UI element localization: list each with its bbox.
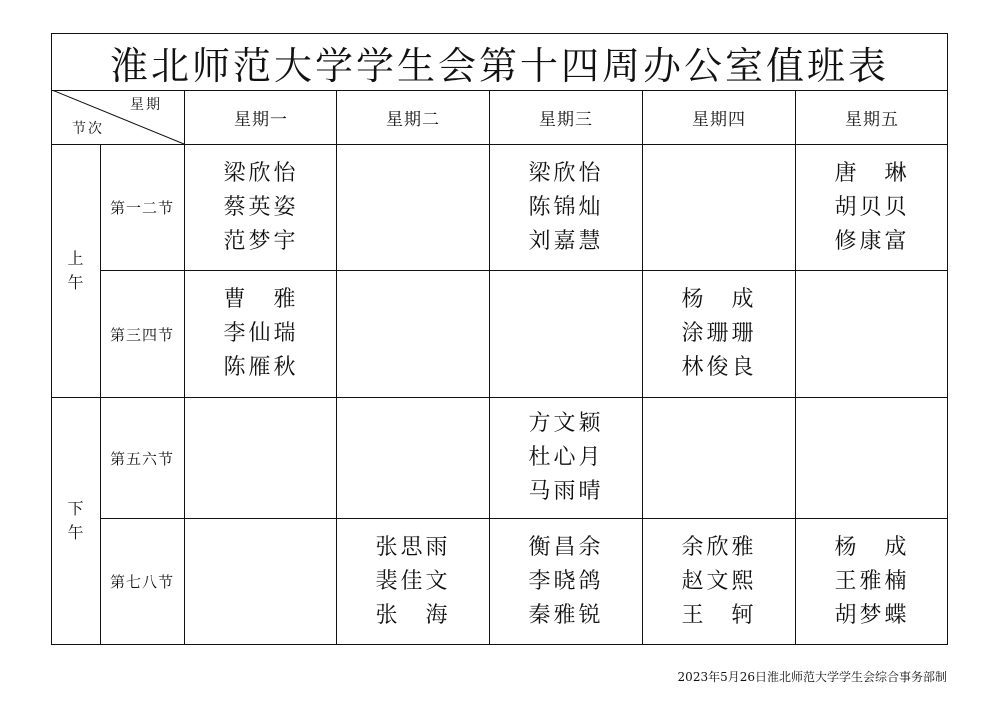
staff-name: 涂珊珊 <box>681 321 757 346</box>
day-header: 星期三 <box>539 110 593 130</box>
day-header: 星期四 <box>692 110 746 130</box>
staff-name: 马雨晴 <box>528 479 604 504</box>
schedule-cell <box>337 519 489 644</box>
schedule-cell <box>643 519 795 644</box>
staff-name: 蔡英姿 <box>223 194 299 220</box>
schedule-cell <box>490 398 642 518</box>
schedule-cell <box>796 519 948 644</box>
staff-name: 林俊良 <box>681 355 757 380</box>
schedule-cell <box>185 519 337 644</box>
schedule-cell <box>643 271 795 397</box>
corner-day-label: 星期 <box>130 97 162 113</box>
schedule-cell <box>796 145 948 270</box>
day-header: 星期一 <box>234 110 288 130</box>
staff-name: 张 海 <box>375 602 451 628</box>
staff-name: 秦雅锐 <box>528 602 604 628</box>
staff-name: 唐 琳 <box>834 160 910 186</box>
staff-name: 刘嘉慧 <box>528 228 604 254</box>
corner-period-label: 节次 <box>72 121 104 137</box>
day-header: 星期五 <box>845 110 899 130</box>
schedule-cell <box>796 398 948 518</box>
schedule-cell <box>337 271 489 397</box>
staff-name: 胡梦蝶 <box>834 602 910 628</box>
footer-note: 2023年5月26日淮北师范大学学生会综合事务部制 <box>677 670 947 684</box>
staff-name: 杨 成 <box>681 287 757 312</box>
slot-label: 第一二节 <box>109 199 174 217</box>
schedule-cell <box>185 145 337 270</box>
staff-name: 方文颖 <box>528 411 604 436</box>
duty-schedule-table <box>51 33 948 645</box>
staff-name: 陈雁秋 <box>223 355 299 380</box>
staff-name: 杜心月 <box>528 445 604 470</box>
staff-name: 梁欣怡 <box>223 160 299 186</box>
staff-name: 胡贝贝 <box>834 194 910 220</box>
schedule-cell <box>643 145 795 270</box>
staff-name: 杨 成 <box>834 534 910 560</box>
staff-name: 梁欣怡 <box>528 160 604 186</box>
schedule-cell <box>796 271 948 397</box>
staff-name: 裴佳文 <box>375 568 451 594</box>
schedule-cell <box>490 145 642 270</box>
period-morning: 上 午 <box>67 249 84 292</box>
slot-label: 第五六节 <box>109 449 174 468</box>
slot-label: 第七八节 <box>109 573 174 591</box>
schedule-cell <box>490 519 642 644</box>
schedule-cell <box>337 145 489 270</box>
staff-name: 余欣雅 <box>681 534 757 560</box>
staff-name: 王 轲 <box>681 602 757 628</box>
schedule-cell <box>185 271 337 397</box>
table-title: 淮北师范大学学生会第十四周办公室值班表 <box>109 43 889 88</box>
staff-name: 曹 雅 <box>223 287 299 312</box>
schedule-cell <box>337 398 489 518</box>
slot-label: 第三四节 <box>109 325 174 344</box>
staff-name: 范梦宇 <box>223 228 299 254</box>
schedule-cell <box>643 398 795 518</box>
staff-name: 李晓鸽 <box>528 568 604 594</box>
staff-name: 李仙瑞 <box>223 321 299 346</box>
schedule-cell <box>490 271 642 397</box>
day-header: 星期二 <box>386 110 440 130</box>
staff-name: 陈锦灿 <box>528 194 604 220</box>
staff-name: 衡昌余 <box>528 534 604 560</box>
staff-name: 修康富 <box>834 228 910 254</box>
staff-name: 赵文熙 <box>681 568 757 594</box>
staff-name: 王雅楠 <box>834 568 910 594</box>
period-afternoon: 下 午 <box>67 499 84 542</box>
staff-name: 张思雨 <box>375 534 451 560</box>
schedule-cell <box>185 398 337 518</box>
